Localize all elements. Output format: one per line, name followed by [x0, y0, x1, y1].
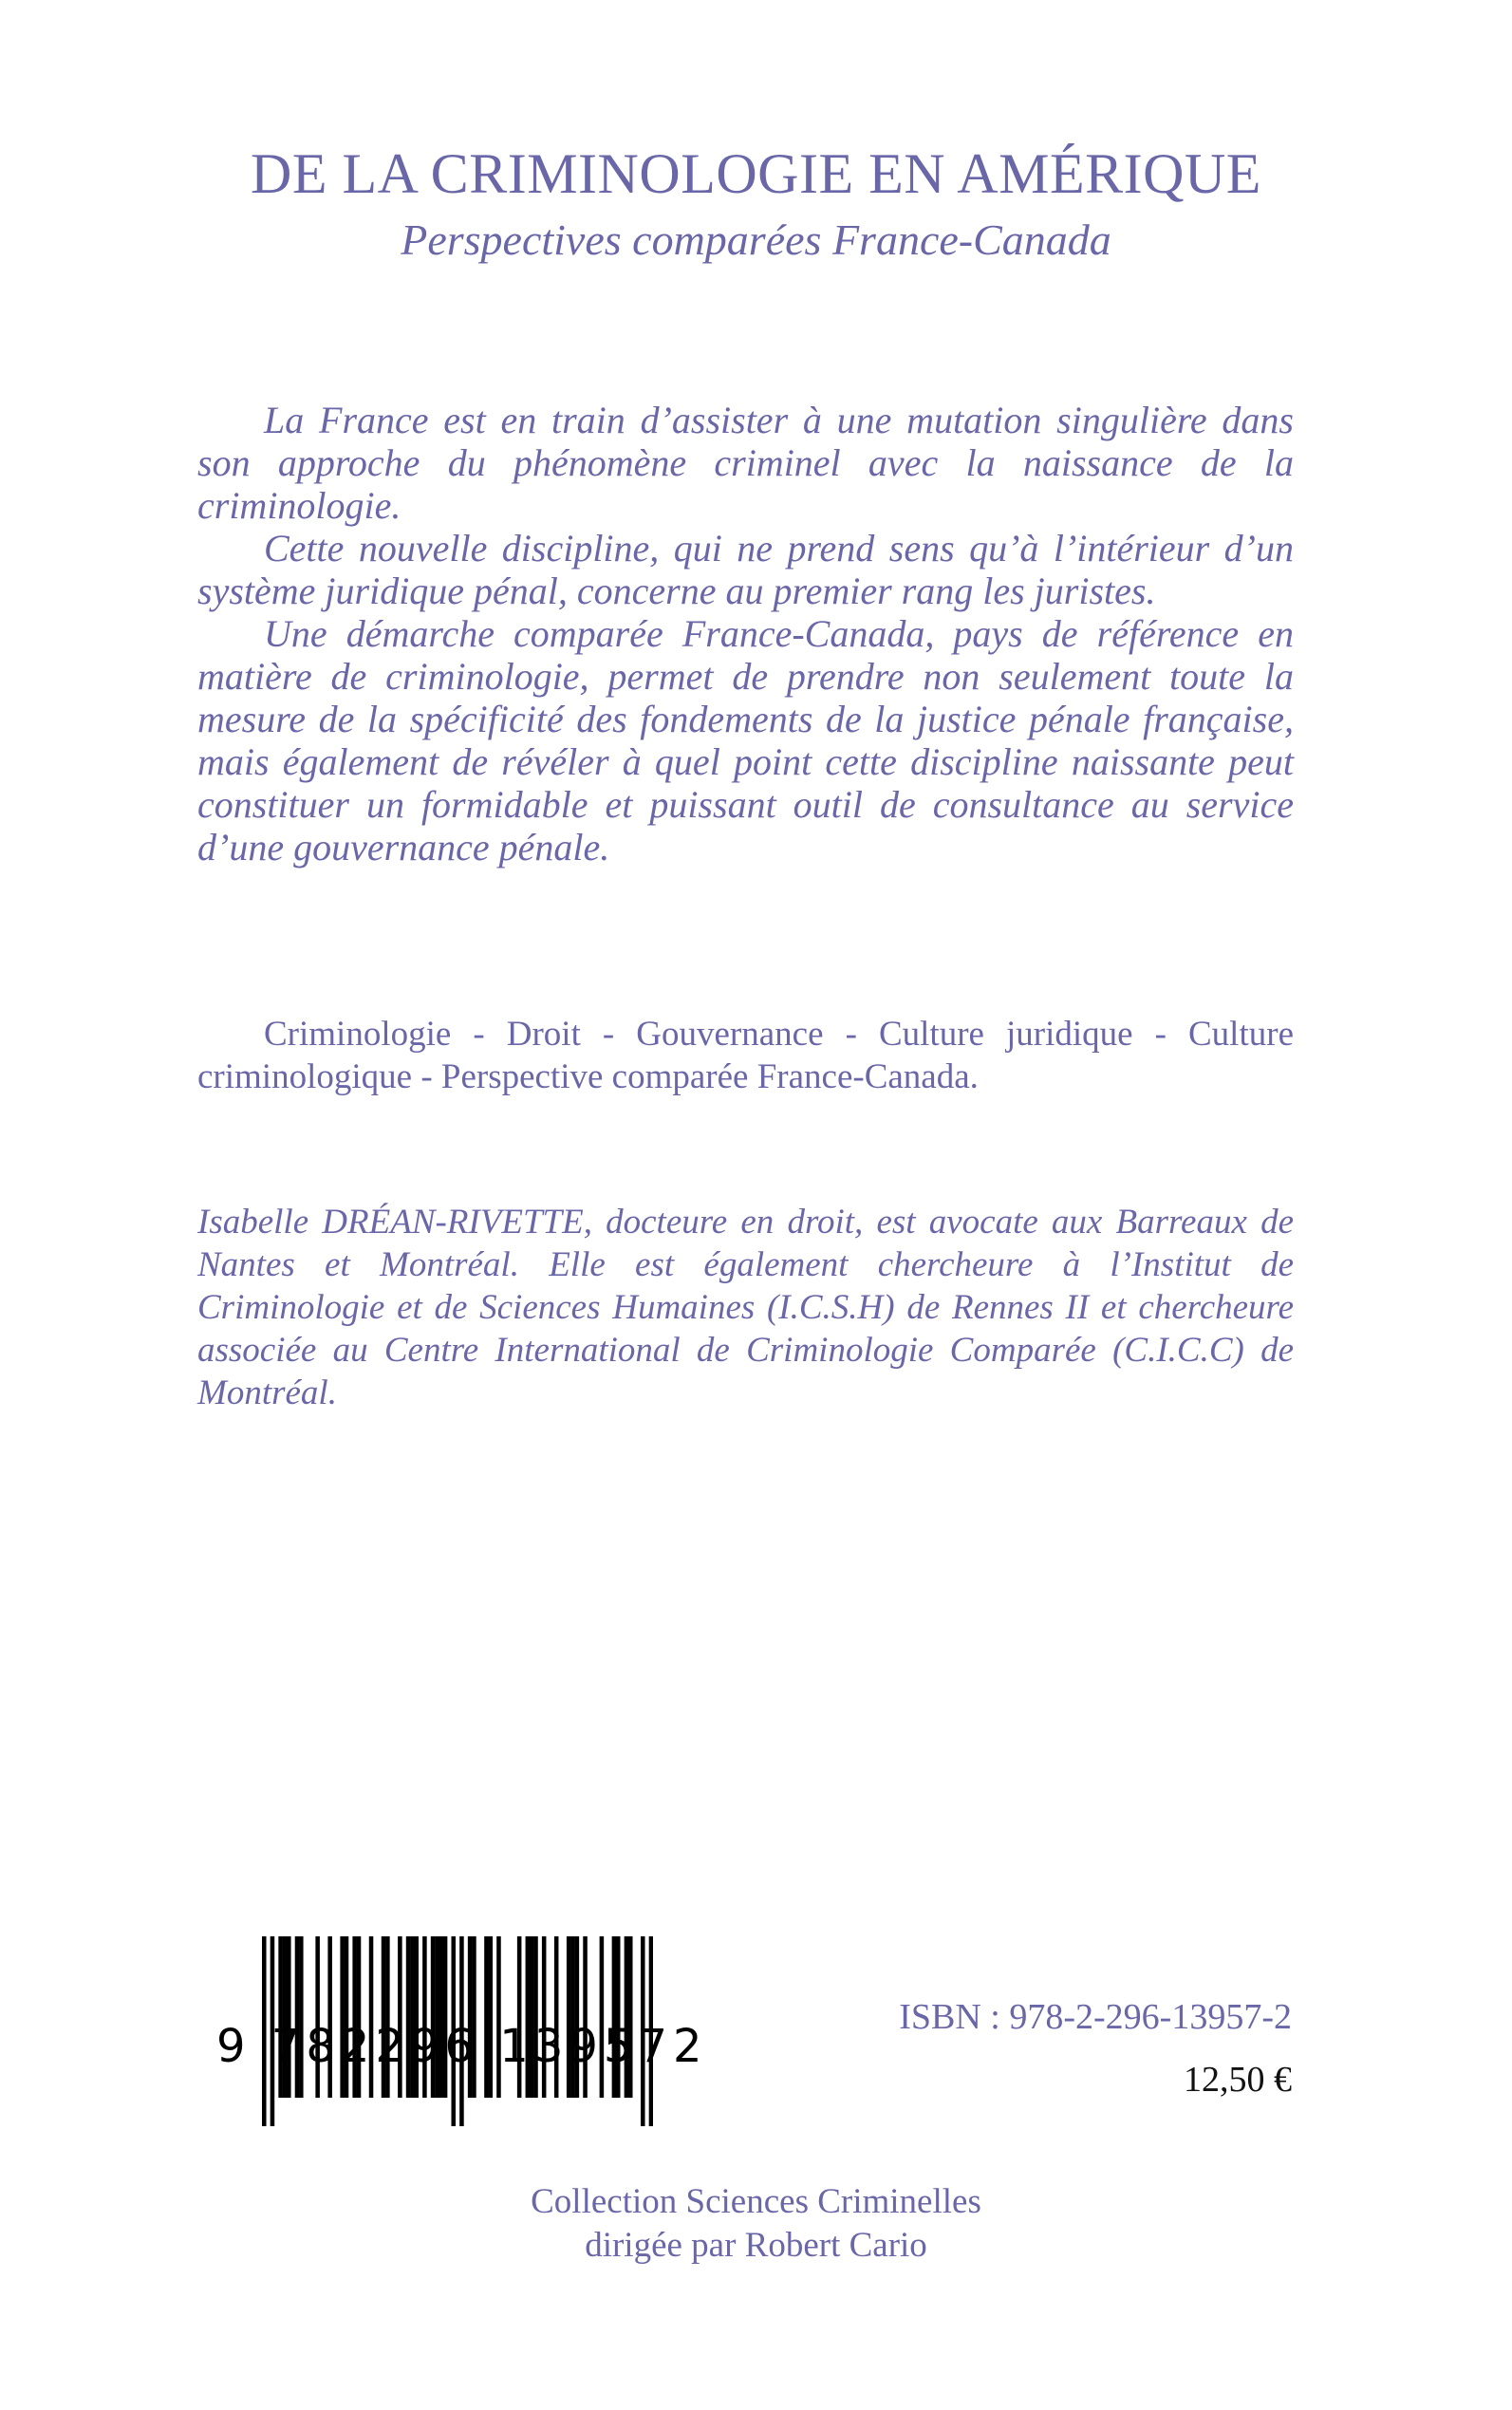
book-title: DE LA CRIMINOLOGIE EN AMÉRIQUE [251, 142, 1261, 205]
barcode-bar [431, 1936, 436, 2098]
barcode-bar [575, 1936, 580, 2098]
barcode-bar [345, 1936, 349, 2098]
barcode-bar [542, 1936, 547, 2098]
barcode-bar [612, 1936, 617, 2098]
barcode-bar [628, 1936, 633, 2098]
blurb-paragraph: La France est en train d’assister à une mutation singulière dans son approche du phénomène criminel avec la naissance de la criminologie. [197, 399, 1294, 527]
barcode-bar [278, 1936, 283, 2098]
barcode-bar [283, 1936, 288, 2098]
barcode-bar [616, 1936, 621, 2098]
barcode-digits: 9 782296 139572 [216, 2020, 708, 2073]
barcode-bar [357, 1936, 362, 2098]
barcode-bar [295, 1936, 300, 2098]
barcode-bar [484, 1936, 489, 2098]
barcode-bar [410, 1936, 415, 2098]
barcode-bar [406, 1936, 411, 2098]
barcode-bar [443, 1936, 448, 2098]
barcode-bar [468, 1936, 473, 2098]
barcode-bar [327, 1936, 332, 2098]
barcode-bar [385, 1936, 390, 2098]
barcode-bar [414, 1936, 419, 2098]
blurb-paragraph: Cette nouvelle discipline, qui ne prend sens qu’à l’intérieur d’un système juridique pénal, concerne au premier rang les juristes. [197, 527, 1294, 612]
barcode-bar [526, 1936, 531, 2098]
barcode-bar [530, 1936, 534, 2098]
barcode-bar [299, 1936, 304, 2098]
collection-info [0, 2180, 1512, 2268]
barcode-bar [369, 1936, 374, 2098]
barcode-bar [435, 1936, 439, 2098]
barcode-bar [398, 1936, 402, 2098]
barcode-bar [625, 1936, 629, 2098]
barcode-bar [570, 1936, 575, 2098]
isbn: ISBN : 978-2-296-13957-2 [899, 1997, 1292, 2037]
barcode-bar [517, 1936, 522, 2098]
barcode-bar [287, 1936, 291, 2098]
blurb [197, 399, 1294, 869]
keywords: Criminologie - Droit - Gouvernance - Culture juridique - Culture criminologique - Perspective comparée France-Canada. [197, 1015, 1294, 1096]
barcode-bar [567, 1936, 571, 2098]
barcode-bar [382, 1936, 386, 2098]
barcode-bar [496, 1936, 501, 2098]
barcode-bar [340, 1936, 345, 2098]
book-subtitle: Perspectives comparées France-Canada [401, 215, 1111, 264]
author-bio: Isabelle DRÉAN-RIVETTE, docteure en droit, est avocate aux Barreaux de Nantes et Montréal. Elle est également chercheure à l’Institut de Criminologie et de Sciences Humaines (I.C.S.H) de Rennes II et chercheure associée au Centre International de Criminologie Comparée (C.I.C.C) de Montréal. [197, 1203, 1294, 1412]
barcode-bar [472, 1936, 476, 2098]
blurb-paragraph: Une démarche comparée France-Canada, pays de référence en matière de criminologie, permet de prendre non seulement toute la mesure de la spécificité des fondements de la justice pénale française, mais également de révéler à quel point cette discipline naissante peut constituer un formidable et puissant outil de consultance au service d’une gouvernance pénale. [197, 612, 1294, 869]
barcode-bar [422, 1936, 427, 2098]
barcode-bar [554, 1936, 559, 2098]
barcode-bar [352, 1936, 357, 2098]
barcode-bar [315, 1936, 320, 2098]
barcode-bar [439, 1936, 443, 2098]
barcode-bar [489, 1936, 494, 2098]
barcode-bar [533, 1936, 538, 2098]
collection-name: Collection Sciences Criminelles [531, 2182, 981, 2221]
barcode-bar [600, 1936, 605, 2098]
barcode-bar [583, 1936, 588, 2098]
price: 12,50 € [1184, 2060, 1292, 2100]
collection-director: dirigée par Robert Cario [585, 2226, 927, 2265]
